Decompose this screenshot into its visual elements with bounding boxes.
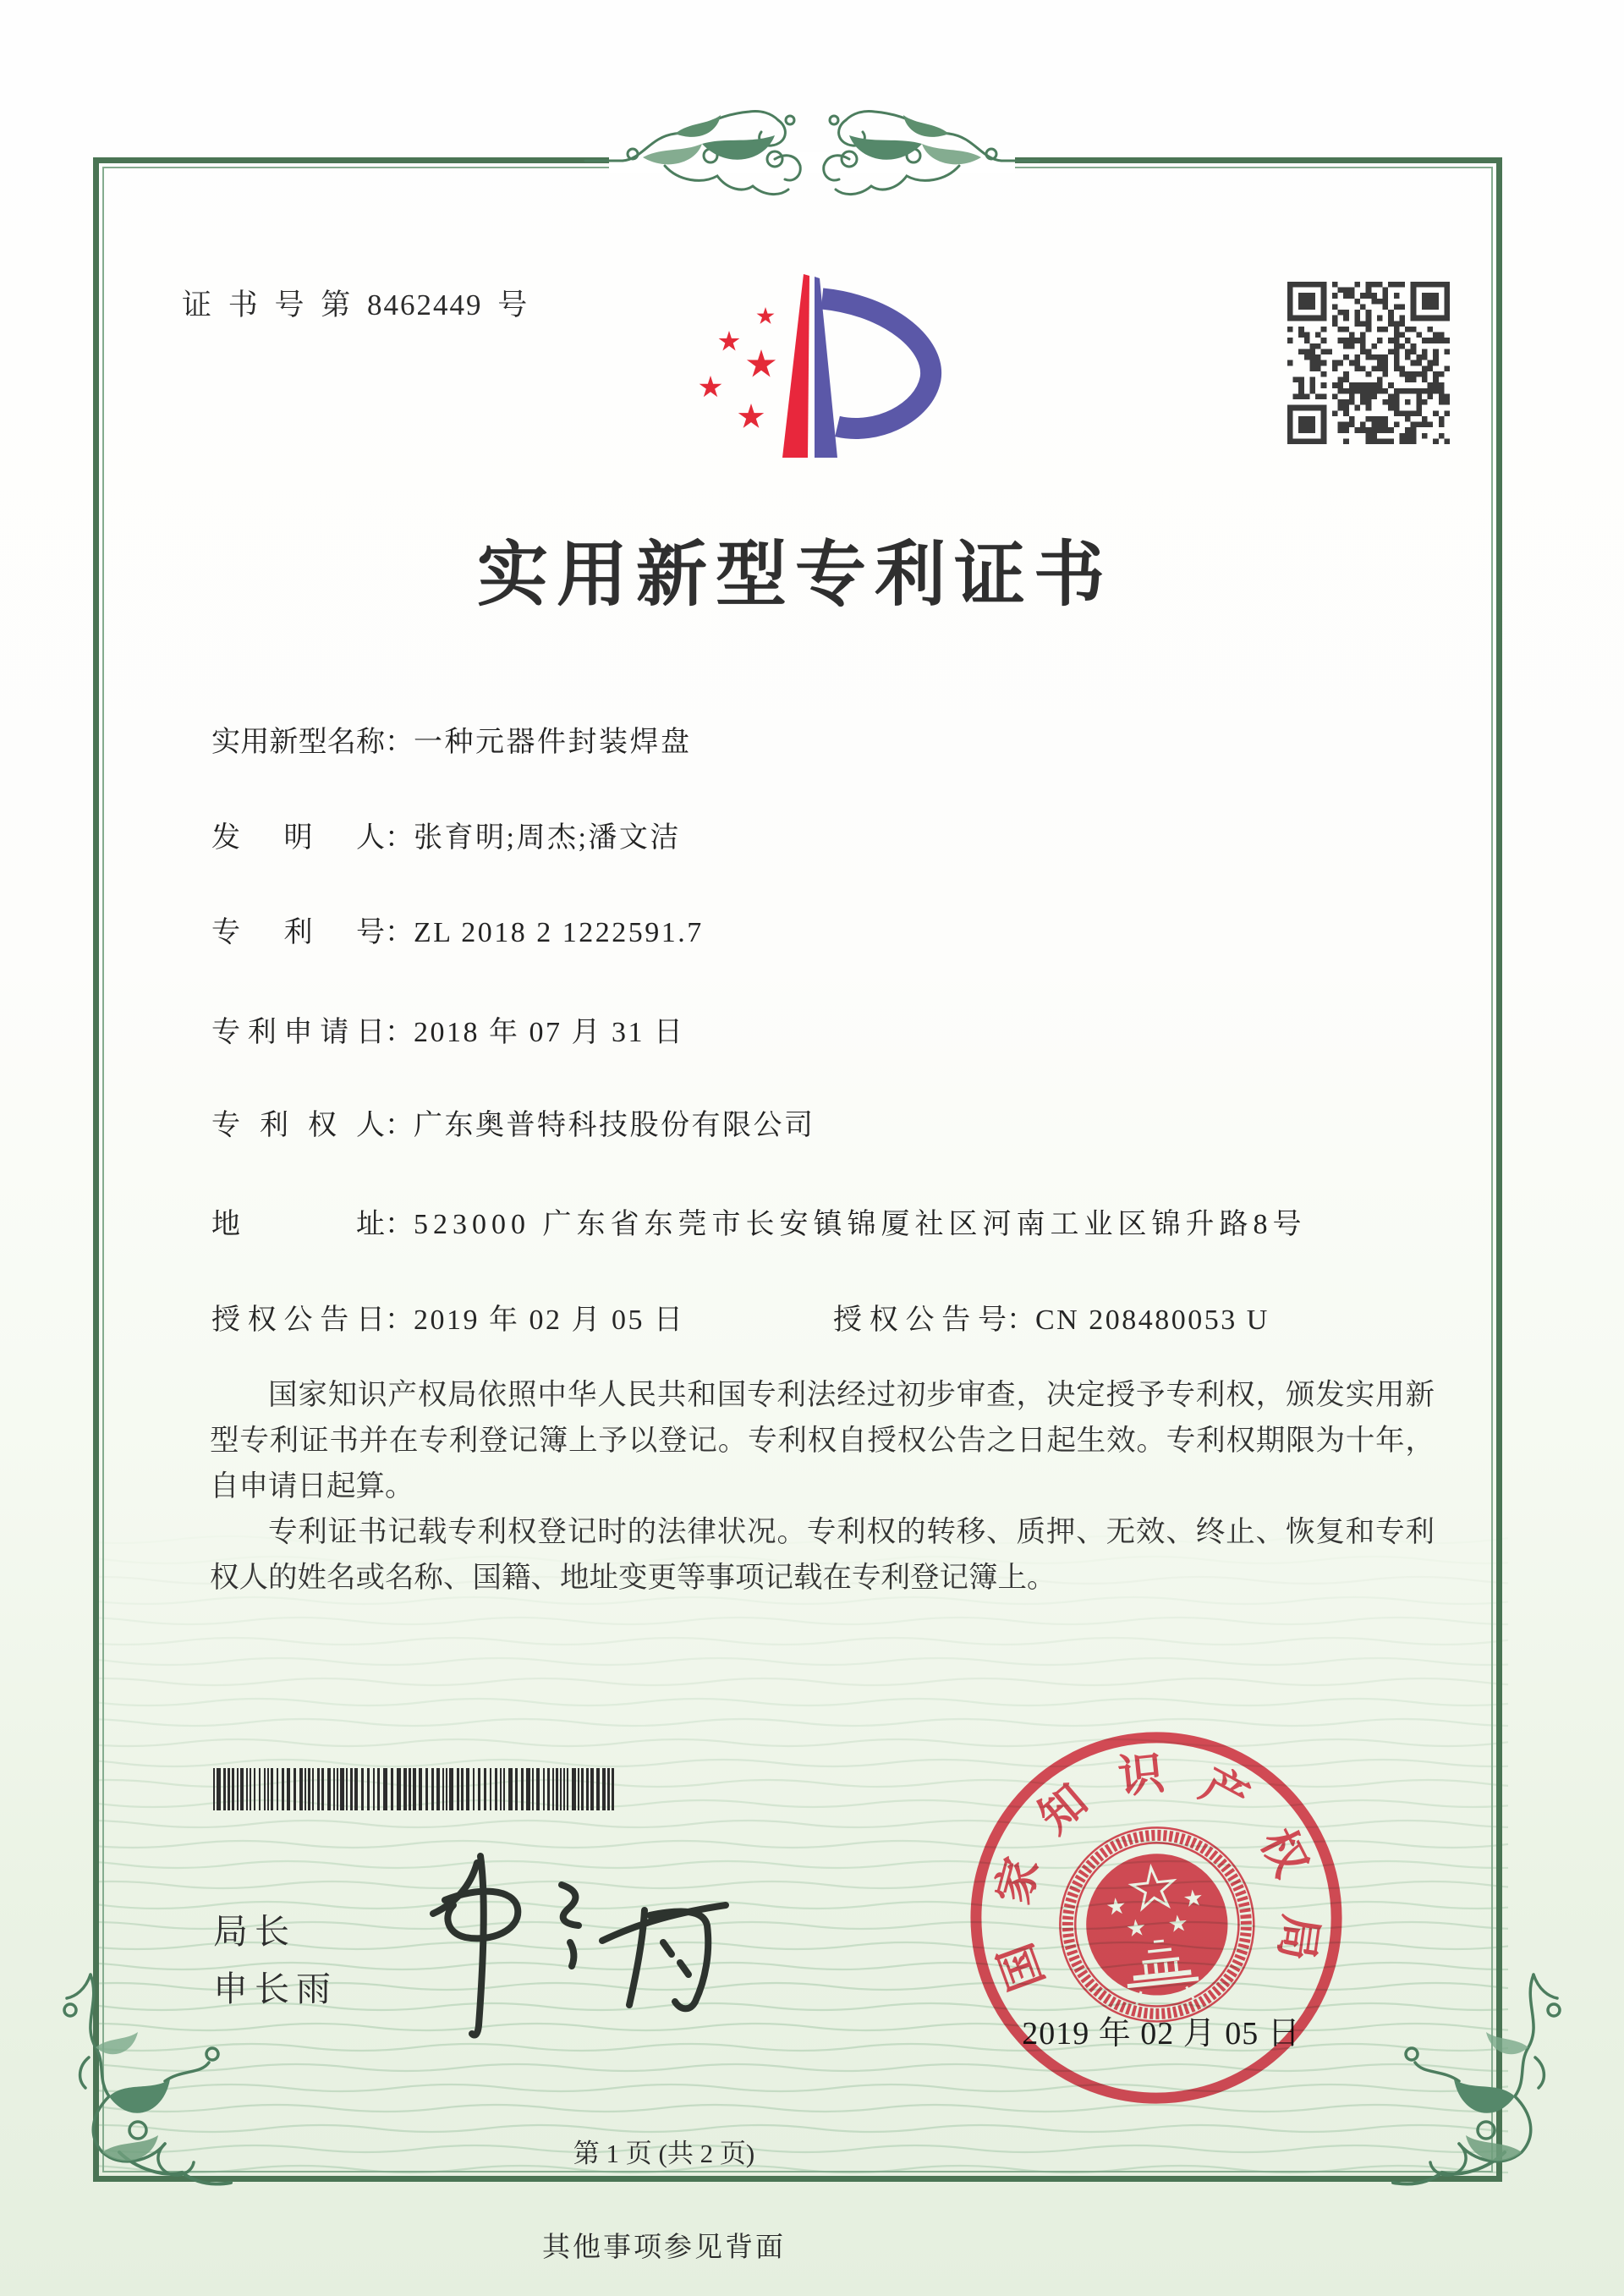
field-label: 地 址 bbox=[211, 1209, 385, 1240]
grant-row bbox=[211, 1300, 1446, 1340]
field-label: 专 利 权 人 bbox=[211, 1110, 385, 1141]
field-row bbox=[211, 1106, 1446, 1145]
field-colon: ： bbox=[385, 1209, 414, 1240]
field-colon: ： bbox=[385, 1017, 414, 1048]
logo-blue-p-bowl bbox=[822, 299, 931, 428]
bottom-right-corner-flourish bbox=[1391, 1973, 1586, 2203]
seal-national-emblem bbox=[1051, 1818, 1264, 2031]
field-value: 广东奥普特科技股份有限公司 bbox=[414, 1110, 815, 1141]
legal-paragraph-1: 国家知识产权局依照中华人民共和国专利法经过初步审查，决定授予专利权，颁发实用新型专利证书并在专利登记簿上予以登记。专利权自授权公告之日起生效。专利权期限为十年，自申请日起算。 bbox=[210, 1379, 1435, 1502]
grant-date-value: 2019 年 02 月 05 日 bbox=[414, 1305, 685, 1336]
svg-text:产: 产 bbox=[1192, 1758, 1257, 1826]
field-row bbox=[211, 913, 1446, 953]
barcode-icon bbox=[211, 1768, 622, 1810]
field-row bbox=[211, 1013, 1446, 1052]
svg-text:家: 家 bbox=[987, 1852, 1049, 1909]
field-row bbox=[211, 722, 1446, 762]
logo-stars bbox=[700, 307, 776, 428]
qr-code-icon bbox=[1287, 282, 1450, 444]
grant-no-group: 授 权 公 告 号 ：CN 208480053 U bbox=[833, 1300, 1270, 1340]
field-value: 2018 年 07 月 31 日 bbox=[414, 1017, 685, 1048]
top-dragon-ornament bbox=[584, 100, 1040, 214]
field-colon: ： bbox=[385, 917, 414, 948]
director-signature-icon bbox=[396, 1837, 751, 2053]
certificate-title: 实用新型专利证书 bbox=[476, 536, 1113, 615]
grant-date-group: 授 权 公 告 日 ：2019 年 02 月 05 日 bbox=[211, 1305, 685, 1336]
bottom-left-corner-flourish bbox=[38, 1973, 233, 2203]
field-label: 专 利 申 请 日 bbox=[211, 1017, 385, 1048]
svg-text:识: 识 bbox=[1116, 1747, 1167, 1804]
svg-text:权: 权 bbox=[1250, 1821, 1317, 1885]
field-value: 一种元器件封装焊盘 bbox=[414, 727, 692, 758]
field-value: ZL 2018 2 1222591.7 bbox=[414, 917, 704, 948]
field-colon: ： bbox=[385, 727, 414, 758]
official-seal-icon bbox=[963, 1724, 1350, 2112]
back-note: 其他事项参见背面 bbox=[542, 2233, 786, 2263]
seal-date: 2019 年 02 月 05 日 bbox=[1022, 2016, 1301, 2052]
field-row bbox=[211, 818, 1446, 858]
director-name: 申长雨 bbox=[213, 1969, 337, 2008]
logo-red-wedge bbox=[782, 274, 809, 458]
field-row bbox=[211, 1205, 1446, 1244]
field-value: 523000 广东省东莞市长安镇锦厦社区河南工业区锦升路8号 bbox=[414, 1209, 1307, 1240]
page-number: 第 1 页 (共 2 页) bbox=[573, 2139, 755, 2168]
grant-no-label: 授 权 公 告 号 bbox=[833, 1305, 1007, 1336]
field-label: 发 明 人 bbox=[211, 822, 385, 854]
field-label: 实 用 新 型 名 称 bbox=[211, 727, 385, 758]
grant-no-value: CN 208480053 U bbox=[1035, 1305, 1270, 1336]
certificate-number: 证 书 号 第 8462449 号 bbox=[182, 288, 529, 321]
grant-date-label: 授 权 公 告 日 bbox=[211, 1305, 385, 1336]
svg-text:国: 国 bbox=[990, 1936, 1054, 1997]
director-title: 局长 bbox=[213, 1912, 296, 1951]
legal-statement bbox=[210, 1372, 1435, 1601]
cnipa-patent-logo-icon bbox=[677, 263, 956, 464]
svg-text:局: 局 bbox=[1270, 1911, 1327, 1964]
field-colon: ： bbox=[385, 822, 414, 854]
field-colon: ： bbox=[385, 1110, 414, 1141]
field-value: 张育明;周杰;潘文洁 bbox=[414, 822, 681, 854]
field-label: 专 利 号 bbox=[211, 917, 385, 948]
svg-text:知: 知 bbox=[1029, 1774, 1097, 1843]
legal-paragraph-2: 专利证书记载专利权登记时的法律状况。专利权的转移、质押、无效、终止、恢复和专利权人的姓名或名称、国籍、地址变更等事项记载在专利登记簿上。 bbox=[210, 1516, 1435, 1594]
